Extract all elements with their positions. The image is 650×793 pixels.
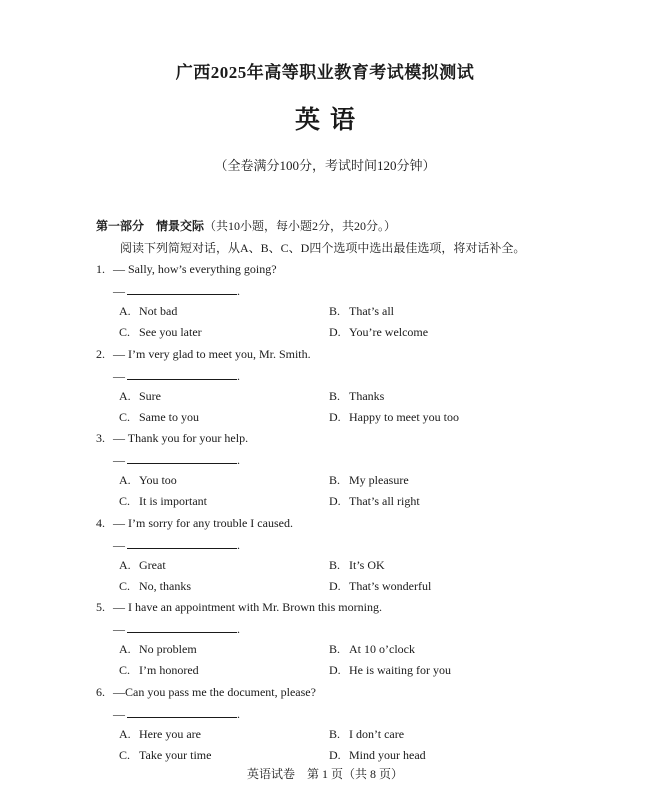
question-prompt: — Thank you for your help. bbox=[113, 431, 249, 445]
page-title: 广西2025年高等职业教育考试模拟测试 bbox=[175, 63, 475, 82]
option-b[interactable] bbox=[329, 389, 384, 404]
question-number: 3. bbox=[96, 431, 105, 445]
answer-blank[interactable] bbox=[127, 451, 237, 464]
question-prompt-line bbox=[96, 431, 248, 446]
option-text: No problem bbox=[139, 642, 197, 656]
answer-line bbox=[113, 282, 240, 299]
answer-line bbox=[113, 451, 240, 468]
question-number: 2. bbox=[96, 346, 105, 361]
option-c[interactable] bbox=[119, 494, 207, 509]
section-detail: （共10小题，每小题2分，共20分。） bbox=[204, 219, 397, 233]
question-prompt-line bbox=[96, 262, 277, 277]
option-text: Mind your head bbox=[349, 747, 426, 762]
option-text: I don’t care bbox=[349, 726, 405, 741]
option-c[interactable] bbox=[119, 579, 191, 594]
option-letter: A. bbox=[119, 642, 131, 656]
reply-dash: — bbox=[113, 537, 125, 552]
section-part: 第一部分 bbox=[96, 219, 145, 233]
reply-period: . bbox=[237, 706, 240, 721]
question-number: 5. bbox=[96, 600, 105, 614]
answer-blank[interactable] bbox=[127, 705, 237, 718]
option-letter: A. bbox=[119, 388, 131, 403]
option-text: Sure bbox=[139, 388, 161, 403]
option-text: No, thanks bbox=[139, 578, 191, 593]
option-a[interactable] bbox=[119, 304, 177, 319]
option-letter: C. bbox=[119, 409, 131, 424]
option-text: You too bbox=[139, 473, 177, 487]
reply-period: . bbox=[237, 622, 240, 636]
page-footer: 英语试卷 第 1 页（共 8 页） bbox=[246, 767, 403, 781]
exam-note: （全卷满分100分，考试时间120分钟） bbox=[214, 158, 436, 173]
reply-period: . bbox=[237, 453, 240, 467]
option-text: Thanks bbox=[349, 388, 385, 403]
option-letter: A. bbox=[119, 557, 131, 572]
option-text: Not bad bbox=[139, 304, 178, 318]
option-b[interactable] bbox=[329, 558, 385, 573]
option-letter: C. bbox=[119, 663, 131, 677]
reply-period: . bbox=[237, 368, 240, 383]
answer-line bbox=[113, 367, 240, 384]
option-text: At 10 o’clock bbox=[349, 642, 415, 656]
option-letter: C. bbox=[119, 578, 131, 593]
option-text: Here you are bbox=[139, 726, 201, 741]
question-number: 1. bbox=[96, 262, 105, 276]
option-text: That’s wonderful bbox=[349, 578, 432, 593]
option-letter: B. bbox=[329, 726, 341, 741]
answer-line bbox=[113, 536, 240, 553]
answer-line bbox=[113, 620, 240, 637]
section-header bbox=[96, 217, 396, 234]
option-b[interactable] bbox=[329, 473, 409, 488]
question-2 bbox=[96, 343, 596, 428]
option-d[interactable] bbox=[329, 579, 431, 594]
question-list bbox=[96, 258, 596, 765]
option-d[interactable] bbox=[329, 410, 459, 425]
subject-title: 英语 bbox=[294, 107, 365, 134]
option-text: It’s OK bbox=[349, 557, 385, 572]
answer-line bbox=[113, 705, 240, 722]
option-letter: D. bbox=[329, 578, 341, 593]
question-prompt-line bbox=[96, 600, 382, 615]
reply-dash: — bbox=[113, 284, 125, 298]
reply-dash: — bbox=[113, 368, 125, 383]
option-a[interactable] bbox=[119, 473, 177, 488]
option-letter: A. bbox=[119, 473, 131, 487]
option-text: Same to you bbox=[139, 409, 199, 424]
option-letter: C. bbox=[119, 494, 131, 508]
option-a[interactable] bbox=[119, 389, 161, 404]
option-d[interactable] bbox=[329, 494, 420, 509]
option-a[interactable] bbox=[119, 727, 201, 742]
option-text: Great bbox=[139, 557, 166, 572]
question-number: 6. bbox=[96, 684, 105, 699]
option-text: You’re welcome bbox=[349, 325, 429, 339]
answer-blank[interactable] bbox=[127, 367, 237, 380]
option-d[interactable] bbox=[329, 663, 451, 678]
option-text: Take your time bbox=[139, 747, 212, 762]
section-instruction: 阅读下列简短对话，从A、B、C、D四个选项中选出最佳选项，将对话补全。 bbox=[120, 241, 526, 255]
question-prompt-line bbox=[96, 685, 316, 700]
option-letter: D. bbox=[329, 325, 341, 339]
answer-blank[interactable] bbox=[127, 620, 237, 633]
option-letter: A. bbox=[119, 726, 131, 741]
question-prompt-line bbox=[96, 347, 311, 362]
option-b[interactable] bbox=[329, 727, 404, 742]
question-prompt: — Sally, how’s everything going? bbox=[113, 262, 277, 276]
reply-dash: — bbox=[113, 706, 125, 721]
option-d[interactable] bbox=[329, 748, 426, 763]
option-b[interactable] bbox=[329, 642, 415, 657]
option-c[interactable] bbox=[119, 410, 199, 425]
option-text: That’s all right bbox=[349, 494, 420, 508]
option-c[interactable] bbox=[119, 325, 202, 340]
option-letter: A. bbox=[119, 304, 131, 318]
option-text: My pleasure bbox=[349, 473, 409, 487]
question-4 bbox=[96, 512, 596, 597]
question-prompt-line bbox=[96, 516, 293, 531]
answer-blank[interactable] bbox=[127, 282, 237, 295]
question-6 bbox=[96, 681, 596, 766]
question-prompt: — I’m sorry for any trouble I caused. bbox=[113, 515, 293, 530]
option-c[interactable] bbox=[119, 663, 199, 678]
option-text: He is waiting for you bbox=[349, 663, 451, 677]
option-text: It is important bbox=[139, 494, 207, 508]
option-letter: B. bbox=[329, 304, 341, 318]
question-prompt: —Can you pass me the document, please? bbox=[113, 684, 316, 699]
option-letter: D. bbox=[329, 409, 341, 424]
option-letter: B. bbox=[329, 388, 341, 403]
option-letter: D. bbox=[329, 663, 341, 677]
option-a[interactable] bbox=[119, 558, 166, 573]
option-letter: D. bbox=[329, 747, 341, 762]
option-text: I’m honored bbox=[139, 663, 199, 677]
question-1 bbox=[96, 258, 596, 343]
option-a[interactable] bbox=[119, 642, 197, 657]
question-prompt: — I have an appointment with Mr. Brown this morning. bbox=[113, 600, 382, 614]
option-letter: D. bbox=[329, 494, 341, 508]
answer-blank[interactable] bbox=[127, 536, 237, 549]
reply-period: . bbox=[237, 537, 240, 552]
option-letter: B. bbox=[329, 473, 341, 487]
option-c[interactable] bbox=[119, 748, 211, 763]
reply-dash: — bbox=[113, 453, 125, 467]
reply-dash: — bbox=[113, 622, 125, 636]
reply-period: . bbox=[237, 284, 240, 298]
section-name: 情景交际 bbox=[156, 219, 205, 233]
option-letter: B. bbox=[329, 557, 341, 572]
question-prompt: — I’m very glad to meet you, Mr. Smith. bbox=[113, 346, 311, 361]
option-letter: B. bbox=[329, 642, 341, 656]
option-d[interactable] bbox=[329, 325, 428, 340]
option-letter: C. bbox=[119, 325, 131, 339]
question-5 bbox=[96, 596, 596, 681]
question-3 bbox=[96, 427, 596, 512]
option-text: See you later bbox=[139, 325, 202, 339]
option-text: Happy to meet you too bbox=[349, 409, 459, 424]
question-number: 4. bbox=[96, 515, 105, 530]
option-b[interactable] bbox=[329, 304, 394, 319]
option-text: That’s all bbox=[349, 304, 394, 318]
option-letter: C. bbox=[119, 747, 131, 762]
